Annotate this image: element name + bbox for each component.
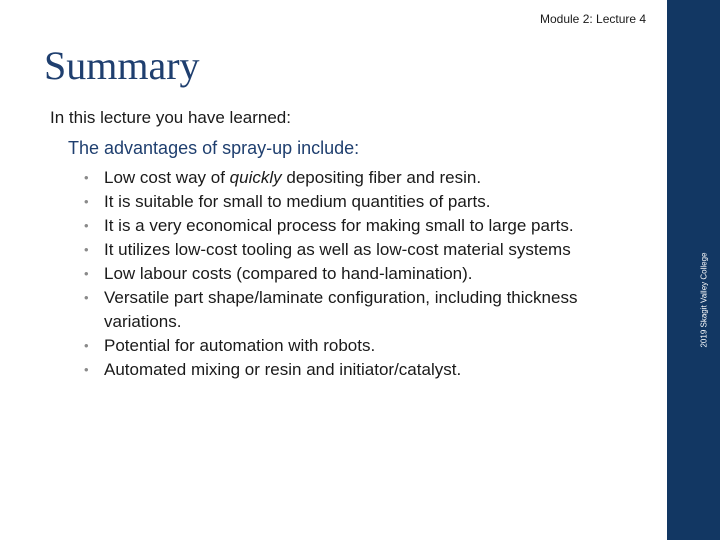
copyright-text: 2019 Skagit Valley College: [699, 252, 709, 348]
bullet-text: It is suitable for small to medium quantities of parts.: [104, 192, 491, 211]
bullet-icon: •: [84, 362, 89, 377]
list-item: [84, 262, 644, 286]
list-item: [84, 358, 644, 382]
bullet-icon: •: [84, 338, 89, 353]
bullet-text: It utilizes low-cost tooling as well as low-cost material systems: [104, 240, 571, 259]
subheading: The advantages of spray-up include:: [68, 138, 360, 158]
list-item: [84, 166, 644, 190]
bullet-text-emphasis: quickly: [229, 168, 282, 187]
bullet-icon: •: [84, 170, 89, 185]
bullet-text-start: Low cost way of: [104, 168, 230, 187]
list-item: [84, 286, 644, 334]
list-item: [84, 334, 644, 358]
bullet-text: Automated mixing or resin and initiator/catalyst.: [104, 360, 462, 379]
bullet-icon: •: [84, 242, 89, 257]
list-item: [84, 238, 644, 262]
bullet-icon: •: [84, 266, 89, 281]
slide-title: Summary: [44, 43, 200, 88]
list-item: [84, 214, 644, 238]
bullet-list: [84, 166, 644, 382]
bullet-text: Versatile part shape/laminate configuration, including thickness variations.: [104, 288, 578, 331]
bullet-text: Potential for automation with robots.: [104, 336, 376, 355]
bullet-text: Low labour costs (compared to hand-lamination).: [104, 264, 473, 283]
module-label: Module 2: Lecture 4: [540, 12, 647, 26]
list-item: [84, 190, 644, 214]
bullet-text: It is a very economical process for making small to large parts.: [104, 216, 574, 235]
bullet-icon: •: [84, 194, 89, 209]
intro-text: In this lecture you have learned:: [50, 108, 291, 127]
bullet-icon: •: [84, 290, 89, 305]
bullet-text-end: depositing fiber and resin.: [281, 168, 482, 187]
bullet-icon: •: [84, 218, 89, 233]
side-bar: [667, 0, 720, 540]
